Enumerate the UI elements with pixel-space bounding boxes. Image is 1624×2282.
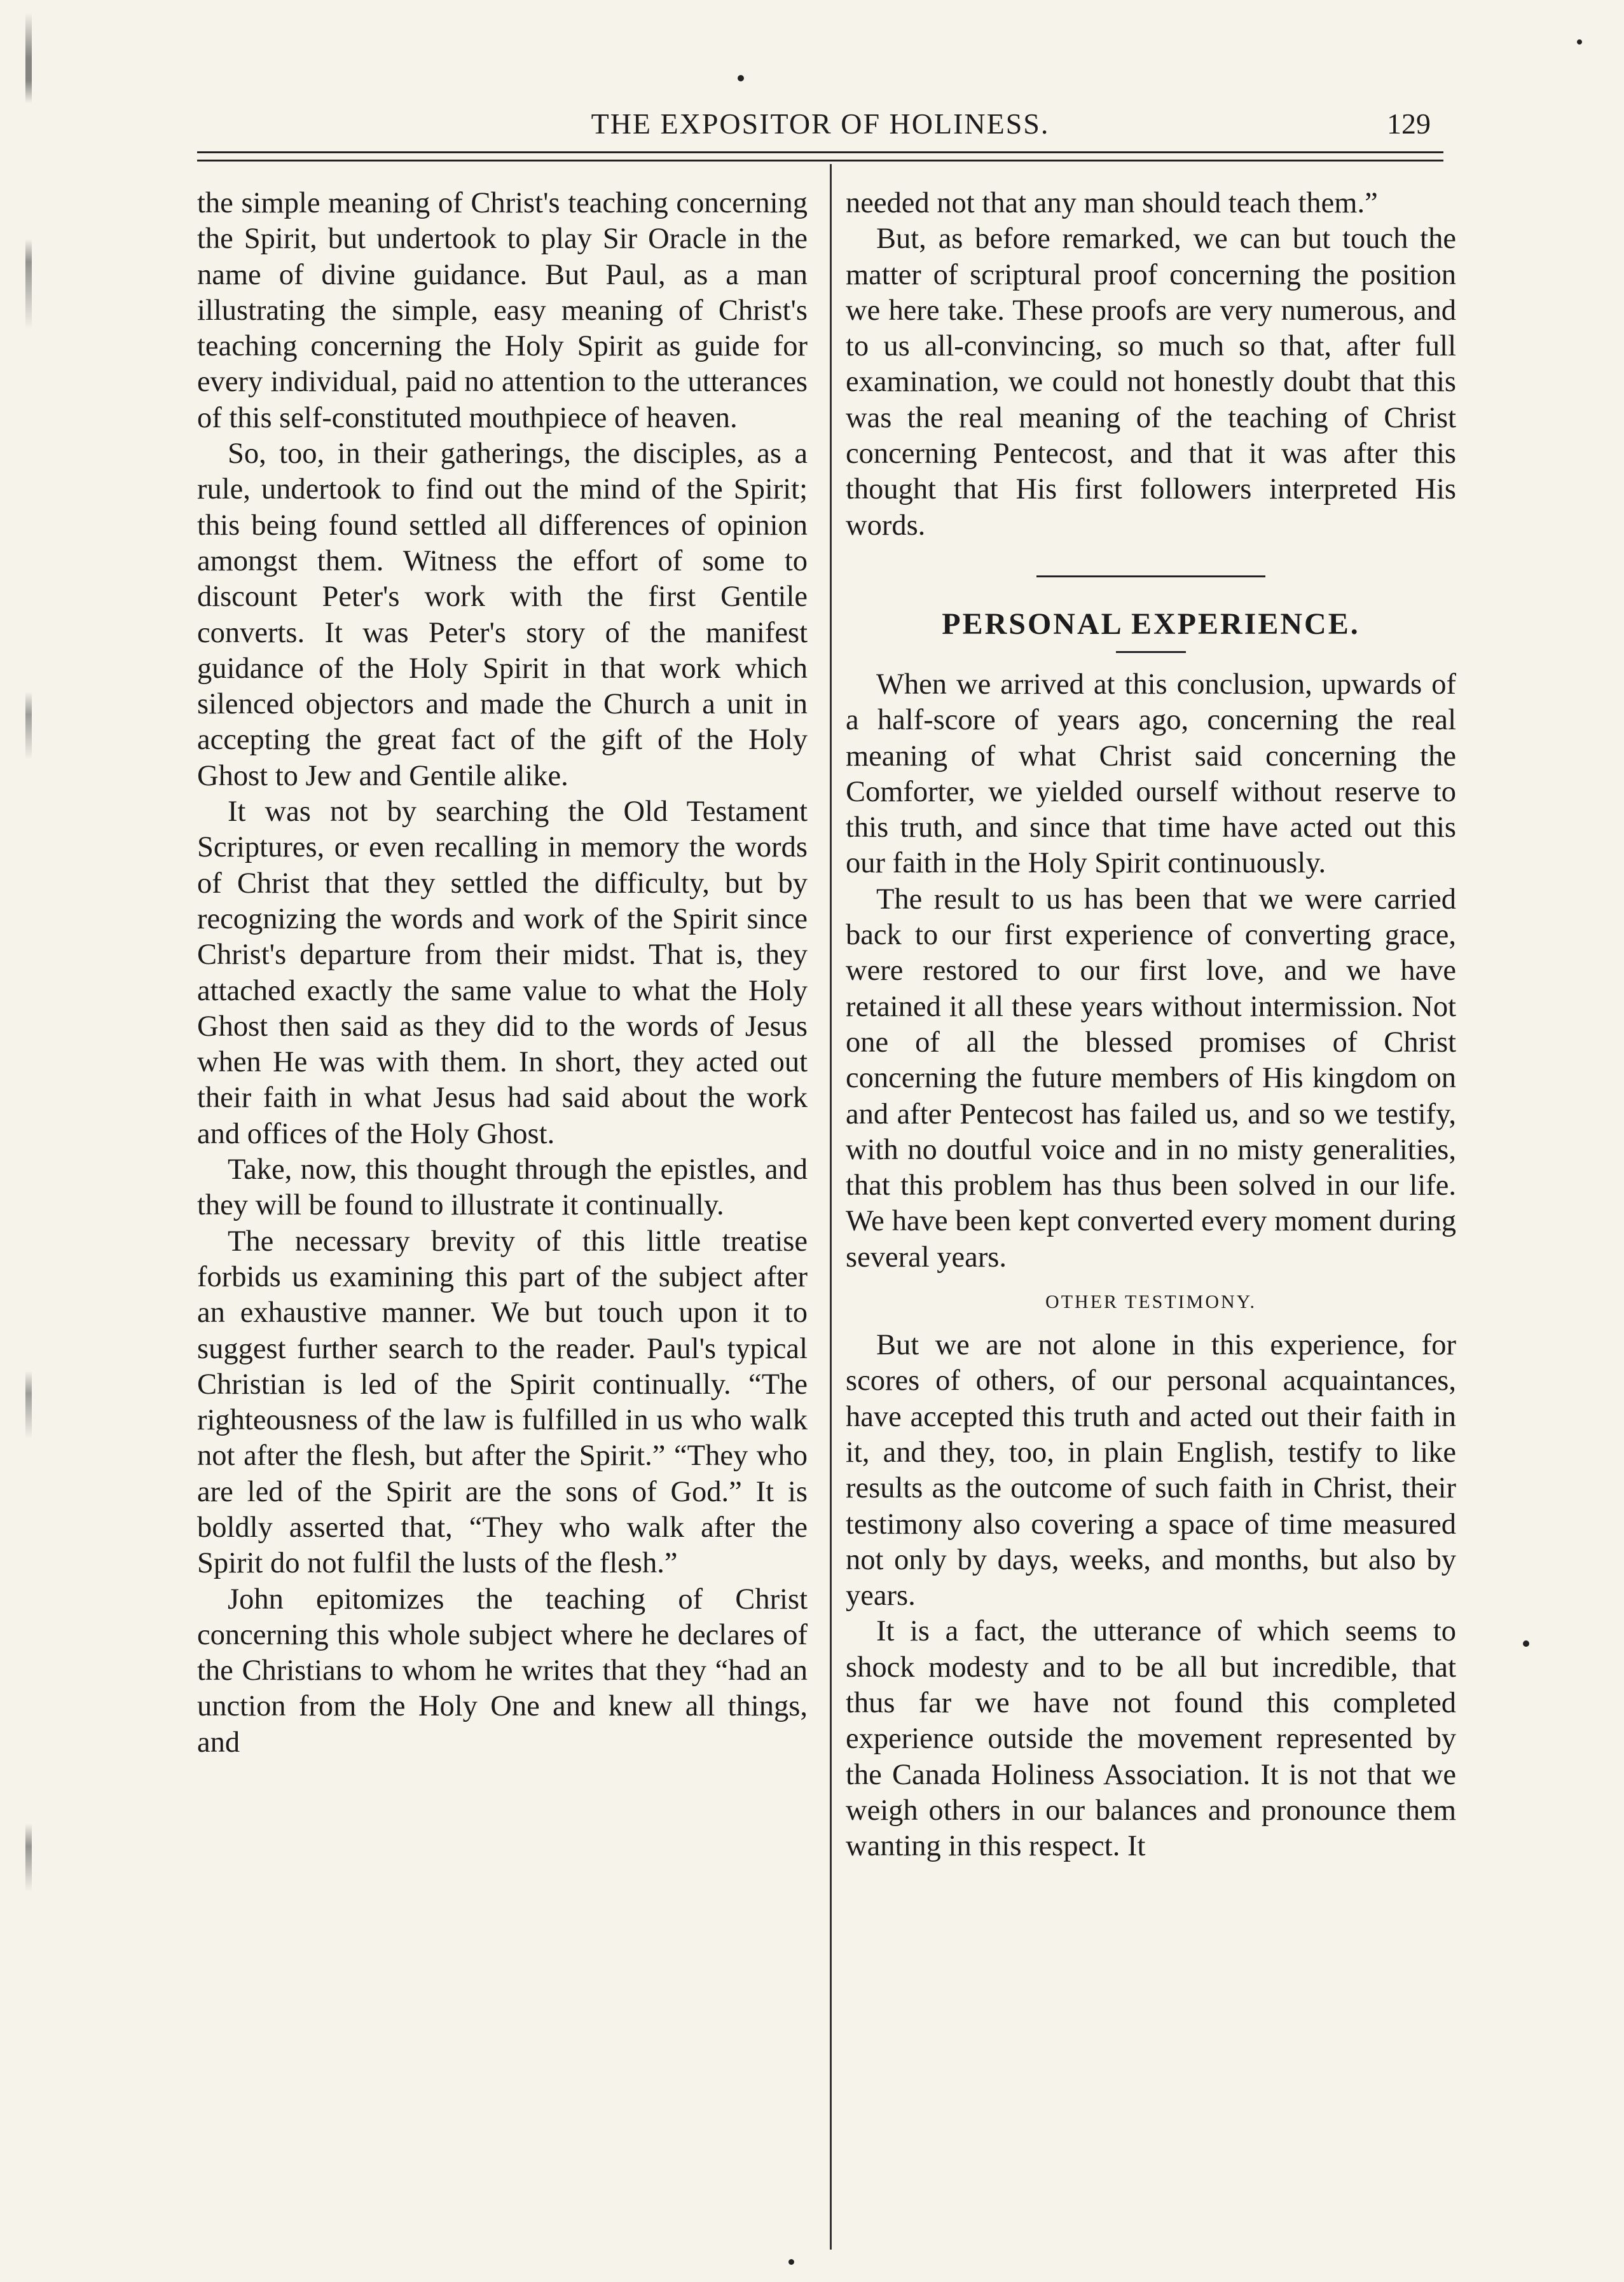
heading-underline <box>1116 651 1186 653</box>
header-rule-bottom <box>197 160 1443 162</box>
left-paragraph-2: So, too, in their gatherings, the disciples, as a rule, undertook to find out the mind of the Spirit; this being found settled all differences of opinion amongst them. Witness the effort of some to discount Peter's work with the first Gentile converts. It was Peter's story of the manifest guidance of the Holy Spirit in that work which silenced objectors and made the Church a unit in accepting the great fact of the gift of the Holy Ghost to Jew and Gentile alike. <box>197 437 808 792</box>
right-paragraph-1: needed not that any man should teach them.” <box>846 187 1378 219</box>
testimony-paragraph-1: But we are not alone in this experience, for scores of others, of our personal acquaintances, have accepted this truth and acted out their faith in it, and they, too, in plain English, testify to like results as the outcome of such faith in Christ, their testimony also covering a space of time measured not only by days, weeks, and months, but also by years. <box>846 1329 1456 1612</box>
ink-speck <box>1577 39 1582 45</box>
column-divider <box>830 164 832 2250</box>
page-number: 129 <box>1387 107 1431 140</box>
left-paragraph-4: Take, now, this thought through the epistles, and they will be found to illustrate it continually. <box>197 1153 808 1222</box>
right-column <box>846 186 1456 1864</box>
right-paragraph-2: But, as before remarked, we can but touch the matter of scriptural proof concerning the position we here take. These proofs are very numerous, and to us all-convincing, so much so that, after full examination, we could not honestly doubt that this was the real meaning of the teaching of Christ concerning Pentecost, and that it was after this thought that His first followers interpreted His words. <box>846 223 1456 542</box>
header-rule-top <box>197 151 1443 153</box>
experience-paragraph-2: The result to us has been that we were carried back to our first experience of converting grace, were restored to our first love, and we have retained it all these years without intermission. Not one of all the blessed promises of Christ concerning the future members of His kingdom on and after Pentecost has failed us, and so we testify, with no doutful voice and in no misty generalities, that this problem has thus been solved in our life. We have been kept converted every moment during several years. <box>846 883 1456 1274</box>
left-column <box>197 186 808 1761</box>
sub-heading: OTHER TESTIMONY. <box>1045 1291 1256 1313</box>
left-paragraph-6: John epitomizes the teaching of Christ concerning this whole subject where he declares of the Christians to whom he writes that they “had an unction from the Holy One and knew all things, and <box>197 1583 808 1759</box>
testimony-paragraph-2: It is a fact, the utterance of which seems to shock modesty and to be all but incredible, that thus far we have not found this completed experience outside the movement represented by the Canada Holiness Association. It is not that we weigh others in our balances and pronounce them wanting in this respect. It <box>846 1615 1456 1863</box>
ink-speck <box>788 2259 794 2265</box>
left-paragraph-3: It was not by searching the Old Testament Scriptures, or even recalling in memory the words of Christ that they settled the difficulty, but by recognizing the words and work of the Spirit since Christ's departure from their midst. That is, they attached exactly the same value to what the Holy Ghost then said as they did to the words of Jesus when He was with them. In short, they acted out their faith in what Jesus had said about the work and offices of the Holy Ghost. <box>197 795 808 1150</box>
left-paragraph-5: The necessary brevity of this little treatise forbids us examining this part of the subject after an exhaustive manner. We but touch upon it to suggest further search to the reader. Paul's typical Christian is led of the Spirit continually. “The righteousness of the law is fulfilled in us who walk not after the flesh, but after the Spirit.” “They who are led of the Spirit are the sons of God.” It is boldly asserted that, “They who walk after the Spirit do not fulfil the lusts of the flesh.” <box>197 1225 808 1580</box>
binding-edge <box>25 13 32 2276</box>
ink-speck <box>738 75 744 81</box>
running-header <box>197 105 1443 149</box>
section-separator <box>1036 575 1265 577</box>
ink-speck <box>1523 1640 1529 1647</box>
left-paragraph-1: the simple meaning of Christ's teaching concerning the Spirit, but undertook to play Sir Oracle in the name of divine guidance. But Paul, as a man illustrating the simple, easy meaning of Christ's teaching concerning the Holy Spirit as guide for every individual, paid no attention to the utterances of this self-constituted mouthpiece of heaven. <box>197 187 808 434</box>
experience-paragraph-1: When we arrived at this conclusion, upwards of a half-score of years ago, concerning the real meaning of what Christ said concerning the Comforter, we yielded ourself without reserve to this truth, and since that time have acted out this our faith in the Holy Spirit continuously. <box>846 668 1456 880</box>
running-title: THE EXPOSITOR OF HOLINESS. <box>591 107 1050 140</box>
section-heading: PERSONAL EXPERIENCE. <box>942 607 1360 641</box>
